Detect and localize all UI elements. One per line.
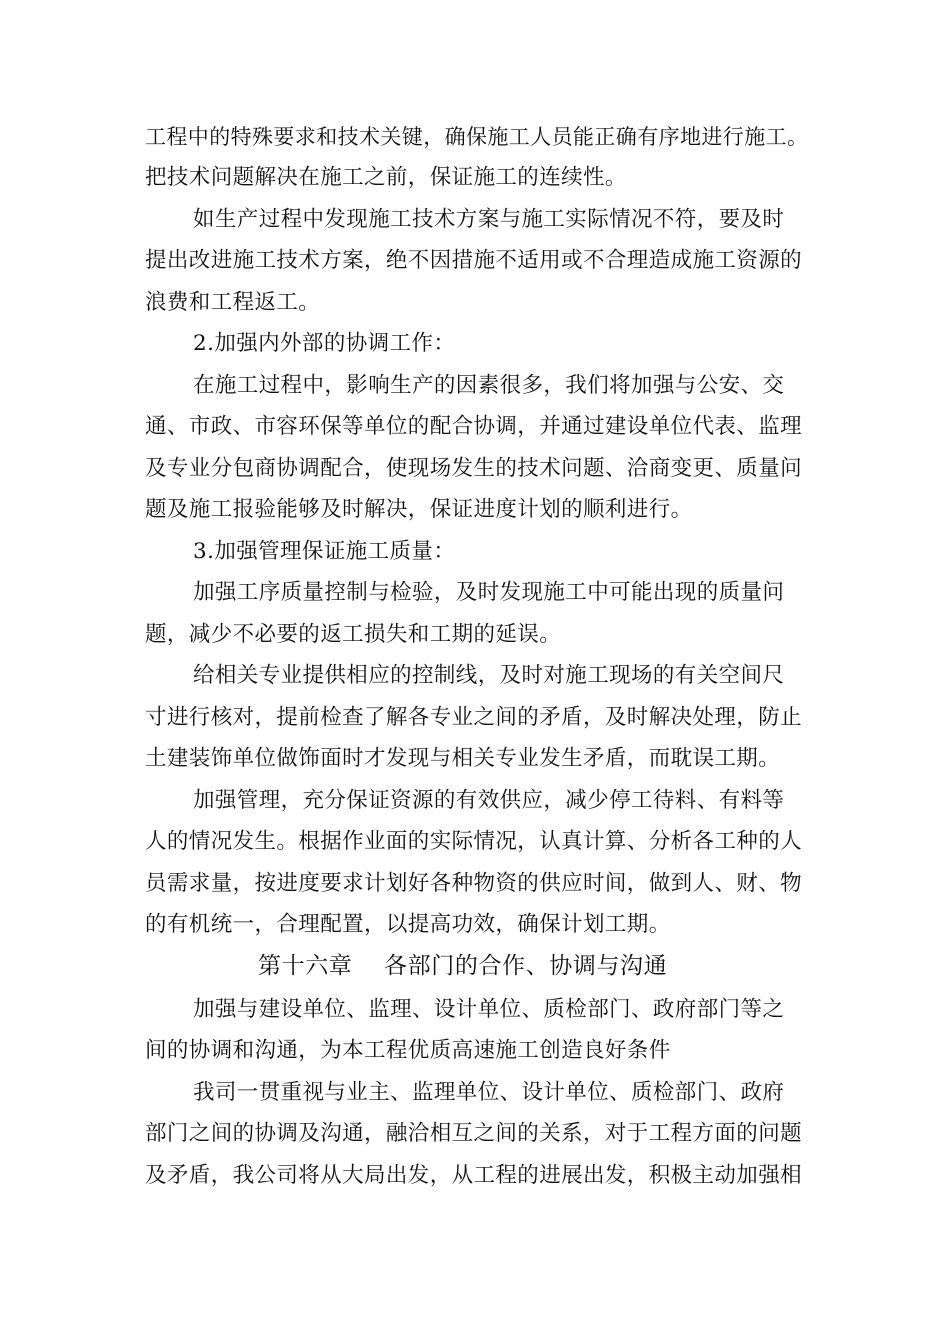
paragraph-line: 题及施工报验能够及时解决，保证进度计划的顺利进行。	[145, 497, 693, 522]
paragraph-line: 员需求量，按进度要求计划好各种物资的供应时间，做到人、财、物	[145, 871, 803, 896]
paragraph-line: 部门之间的协调及沟通，融洽相互之间的关系，对于工程方面的问题	[145, 1121, 803, 1146]
paragraph-line: 土建装饰单位做饰面时才发现与相关专业发生矛盾，而耽误工期。	[145, 746, 781, 771]
paragraph-line: 寸进行核对，提前检查了解各专业之间的矛盾，及时解决处理，防止	[145, 705, 803, 730]
paragraph-line: 题，减少不必要的返工损失和工期的延误。	[145, 622, 562, 647]
paragraph-line: 如生产过程中发现施工技术方案与施工实际情况不符，要及时	[193, 207, 785, 232]
paragraph-line: 提出改进施工技术方案，绝不因措施不适用或不合理造成施工资源的	[145, 248, 803, 273]
paragraph-line: 我司一贯重视与业主、监理单位、设计单位、质检部门、政府	[193, 1080, 785, 1105]
paragraph-line: 加强与建设单位、监理、设计单位、质检部门、政府部门等之	[193, 997, 785, 1022]
paragraph-line: 加强工序质量控制与检验，及时发现施工中可能出现的质量问	[193, 580, 785, 605]
paragraph-line: 在施工过程中，影响生产的因素很多，我们将加强与公安、交	[193, 373, 785, 398]
chapter-heading: 第十六章 各部门的合作、协调与沟通	[258, 953, 668, 979]
paragraph-line: 及专业分包商协调配合，使现场发生的技术问题、洽商变更、质量问	[145, 456, 803, 481]
paragraph-line: 工程中的特殊要求和技术关键，确保施工人员能正确有序地进行施工。	[145, 125, 809, 149]
paragraph-line: 给相关专业提供相应的控制线，及时对施工现场的有关空间尺	[193, 663, 785, 688]
paragraph-line: 把技术问题解决在施工之前，保证施工的连续性。	[145, 165, 627, 190]
paragraph-line: 的有机统一，合理配置，以提高功效，确保计划工期。	[145, 912, 671, 937]
paragraph-line: 浪费和工程返工。	[145, 290, 321, 315]
paragraph-line: 及矛盾，我公司将从大局出发，从工程的进展出发，积极主动加强相	[145, 1163, 803, 1188]
paragraph-line: 间的协调和沟通，为本工程优质高速施工创造良好条件	[145, 1038, 671, 1063]
section-subheading: 2.加强内外部的协调工作：	[193, 331, 456, 356]
paragraph-line: 人的情况发生。根据作业面的实际情况，认真计算、分析各工种的人	[145, 829, 803, 854]
paragraph-line: 通、市政、市容环保等单位的配合协调，并通过建设单位代表、监理	[145, 414, 803, 439]
section-subheading: 3.加强管理保证施工质量：	[193, 539, 456, 564]
paragraph-line: 加强管理，充分保证资源的有效供应，减少停工待料、有料等	[193, 788, 785, 813]
